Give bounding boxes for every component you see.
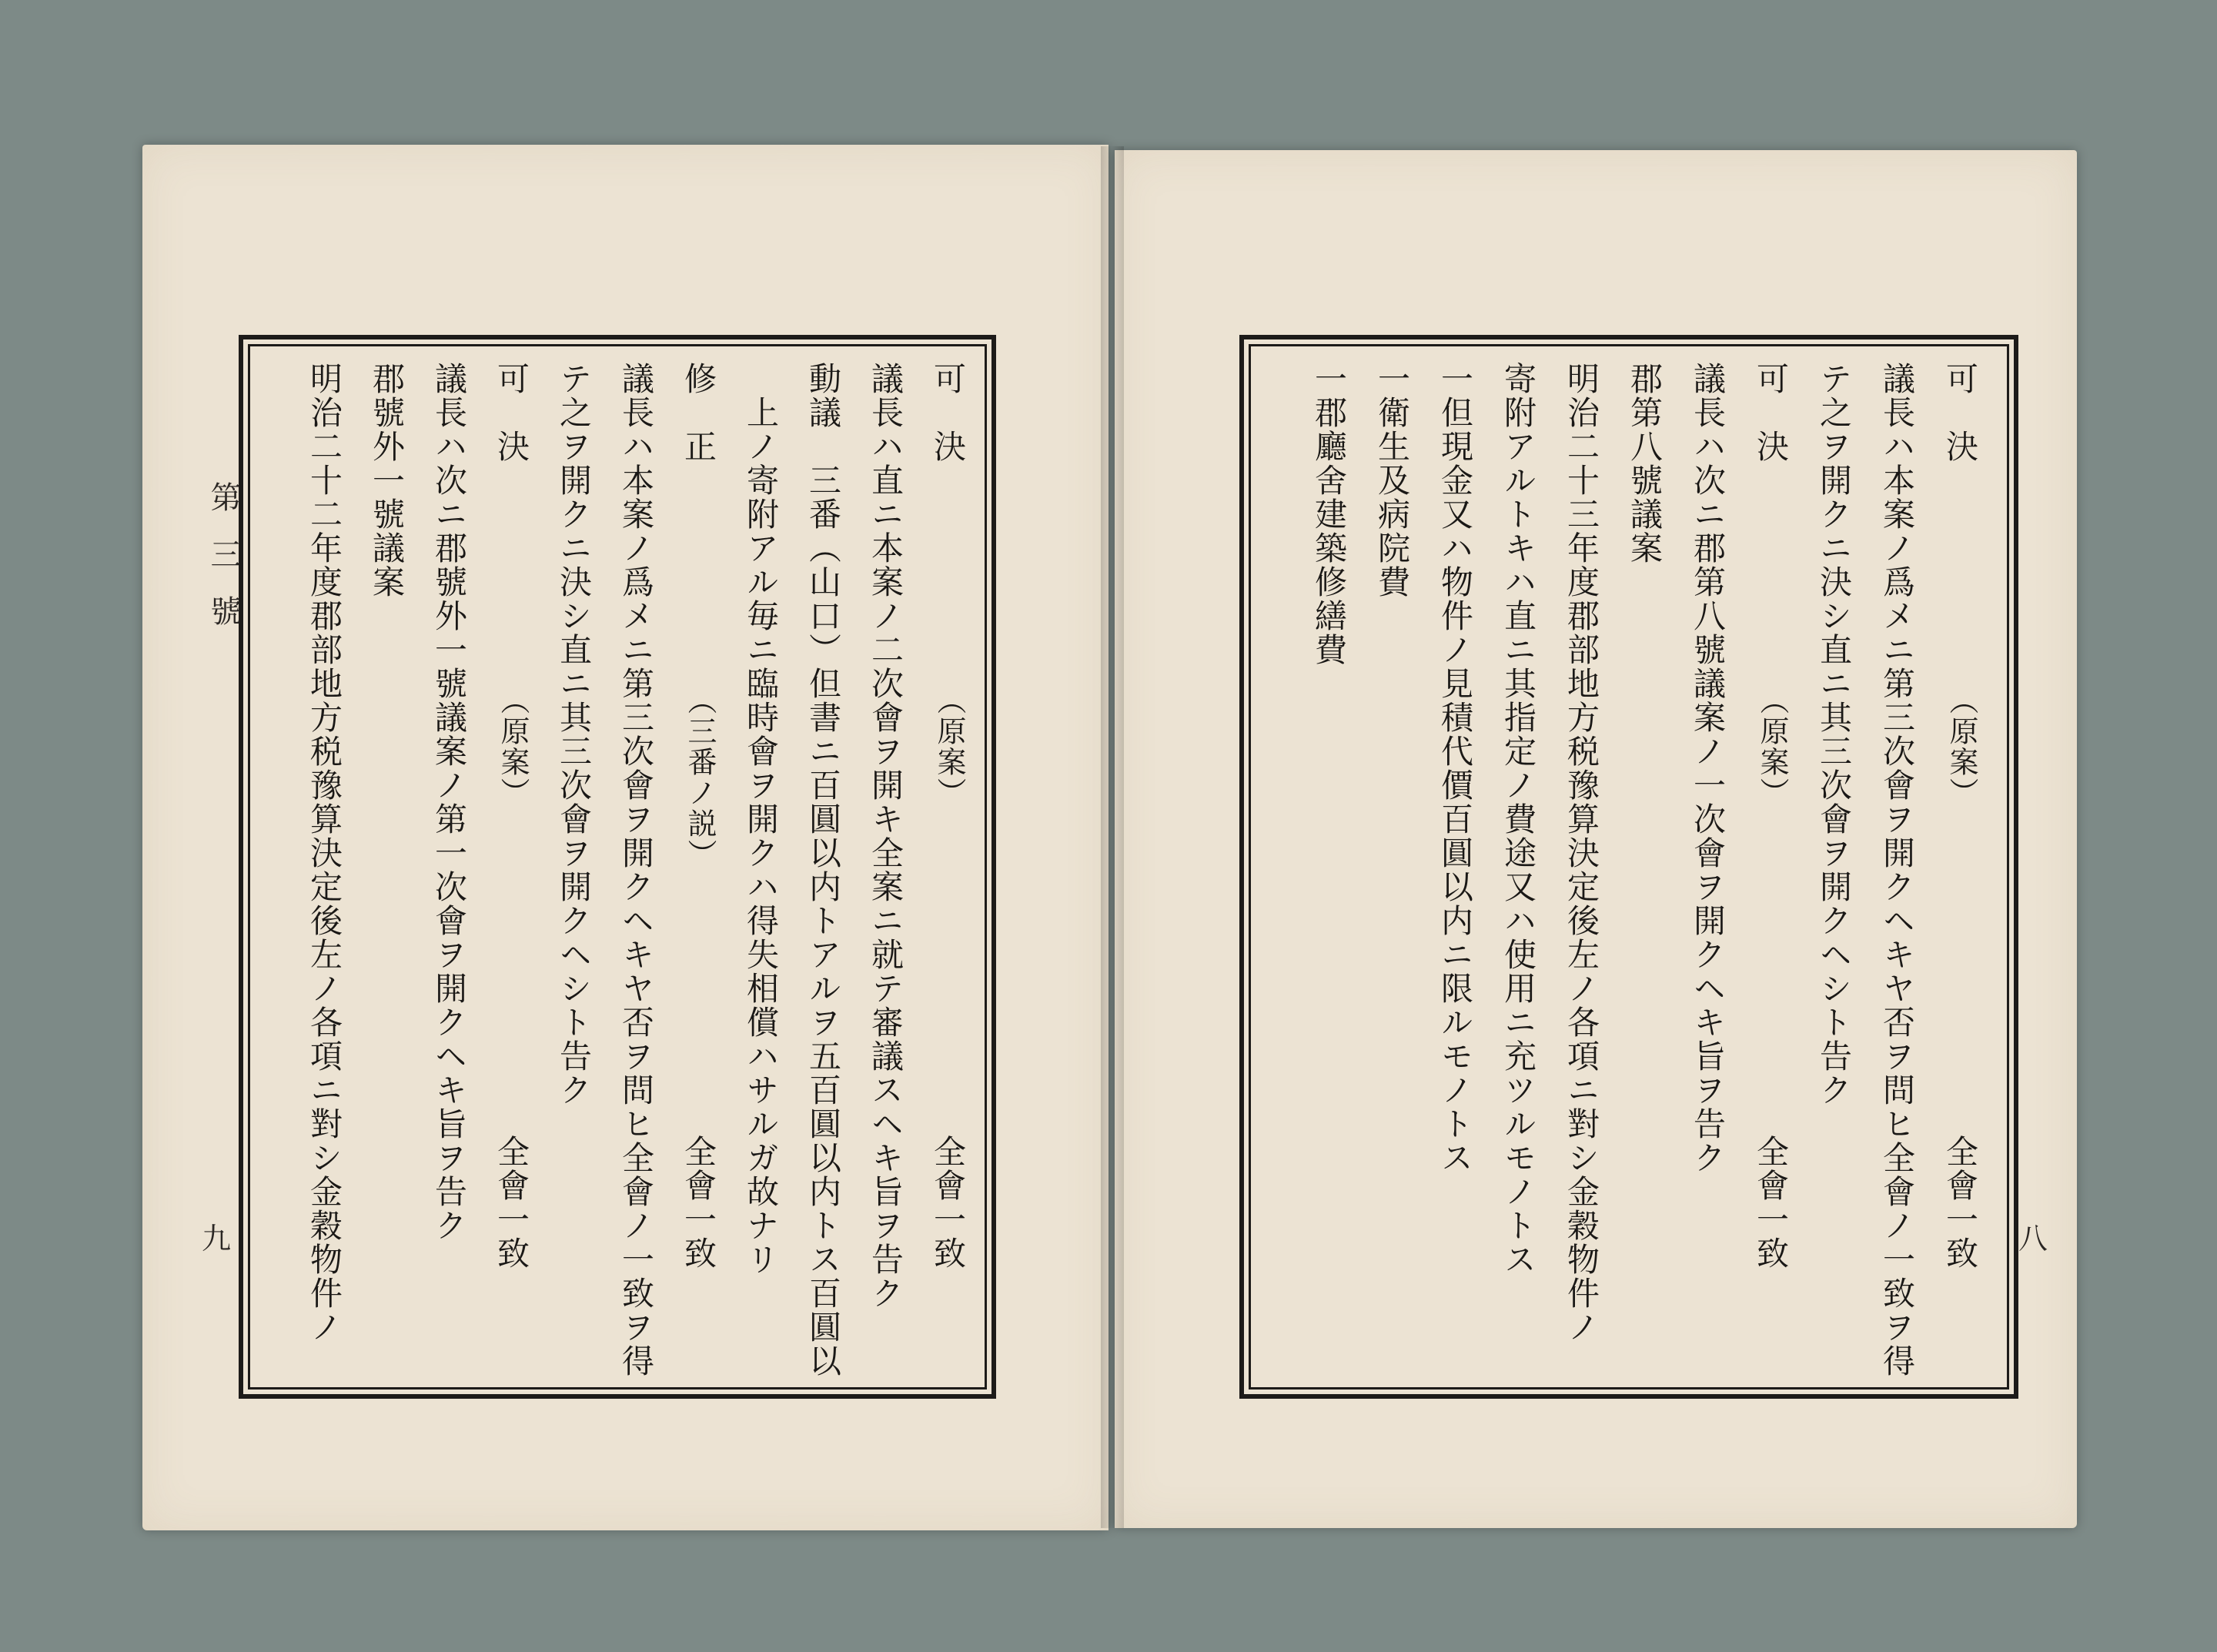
column-text: 動議 三番（山口）但書ニ百圓以内トアルヲ五百圓以内トス百圓以	[804, 362, 842, 1378]
column-text: 明治二十二年度郡部地方税豫算決定後左ノ各項ニ對シ金穀物件ノ	[306, 362, 343, 1344]
text-column	[1626, 362, 1664, 565]
column-text: 修 正	[680, 362, 717, 463]
text-column	[680, 362, 717, 1270]
text-column	[555, 362, 593, 1107]
column-text: 一衛生及病院費	[1373, 362, 1411, 599]
inline-note: （原案）	[1944, 685, 1978, 808]
column-text: 議長ハ本案ノ爲メニ第三次會ヲ開クヘキヤ否ヲ問ヒ全會ノ一致ヲ得	[617, 362, 655, 1378]
inline-note: （原案）	[932, 685, 966, 808]
column-tail-text: 全會一致	[1752, 1135, 1790, 1270]
column-text: 議長ハ直ニ本案ノ二次會ヲ開キ全案ニ就テ審議スヘキ旨ヲ告ク	[867, 362, 905, 1310]
column-text: 可 決	[1941, 362, 1979, 463]
book-gutter	[1101, 146, 1124, 1528]
inline-note: （原案）	[496, 685, 530, 808]
column-tail-text: 全會一致	[493, 1135, 530, 1270]
text-column	[368, 362, 406, 599]
right-page-number: 八	[2018, 1222, 2048, 1256]
column-tail-text: 全會一致	[680, 1135, 717, 1270]
text-column	[1373, 362, 1411, 599]
text-column	[1563, 362, 1600, 1344]
column-text: 一郡廳舍建築修繕費	[1310, 362, 1348, 667]
column-text: 上ノ寄附アル毎ニ臨時會ヲ開クハ得失相償ハサルガ故ナリ	[742, 362, 780, 1276]
text-column	[1310, 362, 1348, 667]
column-text: 寄附アルトキハ直ニ其指定ノ費途又ハ使用ニ充ツルモノトス	[1500, 362, 1537, 1276]
text-column	[1500, 362, 1537, 1276]
text-column	[617, 362, 655, 1378]
column-text: 明治二十三年度郡部地方税豫算決定後左ノ各項ニ對シ金穀物件ノ	[1563, 362, 1600, 1344]
text-column	[1752, 362, 1790, 1270]
column-text: 議長ハ次ニ郡第八號議案ノ一次會ヲ開クヘキ旨ヲ告ク	[1689, 362, 1727, 1175]
inline-note: （原案）	[1755, 685, 1789, 808]
column-text: 郡第八號議案	[1626, 362, 1664, 565]
text-column	[430, 362, 468, 1242]
text-column	[929, 362, 967, 1270]
inline-note: （三番ノ説）	[683, 685, 717, 870]
column-text: 可 決	[929, 362, 967, 463]
text-column	[1941, 362, 1979, 1270]
column-text: 可 決	[493, 362, 530, 463]
column-text: 議長ハ次ニ郡號外一號議案ノ第一次會ヲ開クヘキ旨ヲ告ク	[430, 362, 468, 1242]
column-text: 郡號外一號議案	[368, 362, 406, 599]
text-column	[867, 362, 905, 1310]
left-margin-title: 第三號	[206, 481, 241, 652]
column-tail-text: 全會一致	[1941, 1135, 1979, 1270]
left-page-number: 九	[202, 1222, 232, 1256]
column-text: 可 決	[1752, 362, 1790, 463]
column-text: 一但現金又ハ物件ノ見積代價百圓以内ニ限ルモノトス	[1436, 362, 1474, 1175]
text-column	[1815, 362, 1853, 1107]
text-column	[1689, 362, 1727, 1175]
text-column	[493, 362, 530, 1270]
text-column	[804, 362, 842, 1378]
text-column	[1878, 362, 1916, 1378]
column-tail-text: 全會一致	[929, 1135, 967, 1270]
column-text: テ之ヲ開クニ決シ直ニ其三次會ヲ開クヘシト告ク	[555, 362, 593, 1107]
column-text: テ之ヲ開クニ決シ直ニ其三次會ヲ開クヘシト告ク	[1815, 362, 1853, 1107]
column-text: 議長ハ本案ノ爲メニ第三次會ヲ開クヘキヤ否ヲ問ヒ全會ノ一致ヲ得	[1878, 362, 1916, 1378]
text-column	[1436, 362, 1474, 1175]
text-column	[742, 362, 780, 1276]
text-column	[306, 362, 343, 1344]
